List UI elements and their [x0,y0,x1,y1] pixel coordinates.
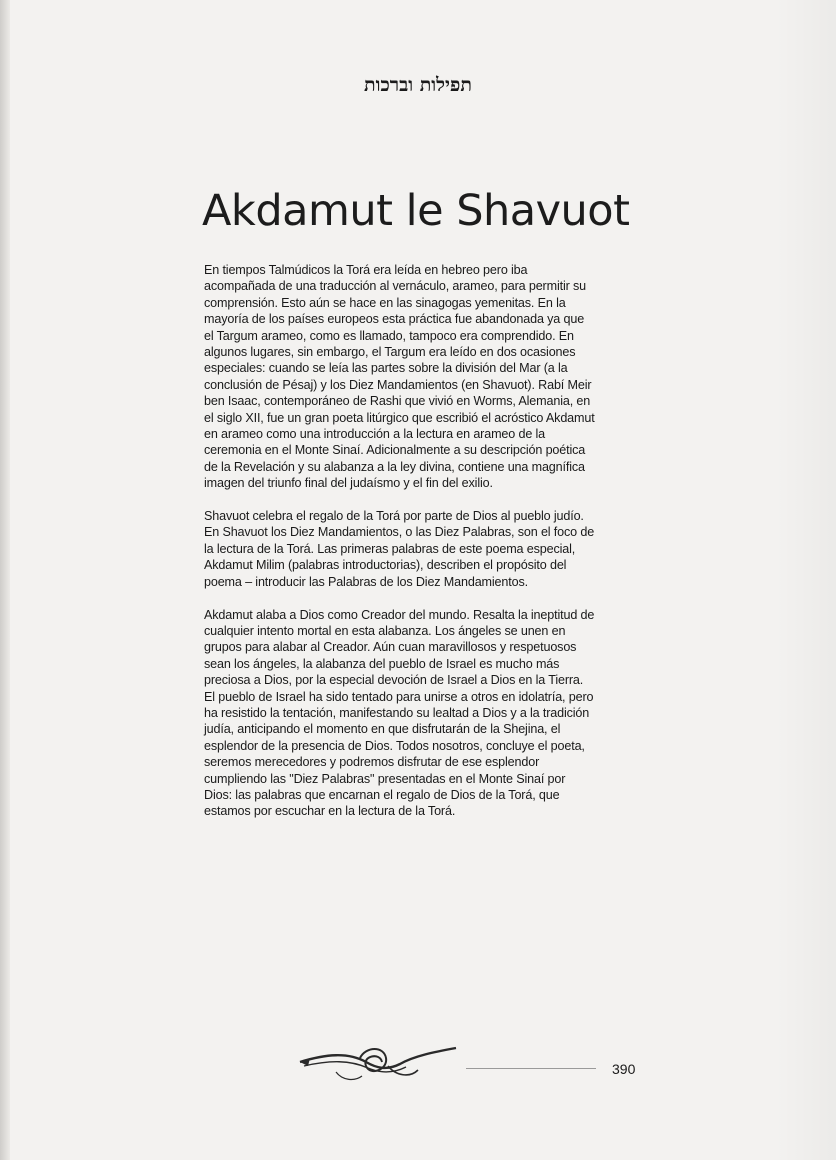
paragraph-shavuot: Shavuot celebra el regalo de la Torá por parte de Dios al pueblo judío. En Shavuot los Diez Mandamientos, o las Diez Palabras, son el foco de la lectura de la Torá. Las primeras palabras de este poema especial, Akdamut Milim (palabras introductorias), describen el propósito del poema – introducir las Palabras de los Diez Mandamientos. [204,509,595,589]
running-head: תפילות וברכות [364,74,472,96]
page-title: Akdamut le Shavuot [202,186,630,236]
page-bleed-shadow [775,0,836,1160]
page-number: 390 [612,1061,636,1077]
paragraph-intro: En tiempos Talmúdicos la Torá era leída en hebreo pero iba acompañada de una traducción al vernáculo, arameo, para permitir su comprensión. Esto aún se hace en las sinagogas yemenitas. En la mayoría de los países europeos esta práctica fue abandonada ya que el Targum arameo, como es llamado, tampoco era comprendido. En algunos lugares, sin embargo, el Targum era leído en dos ocasiones especiales: cuando se leía las partes sobre la división del Mar (a la conclusión de Pésaj) y los Diez Mandamientos (en Shavuot). Rabí Meir ben Isaac, contemporáneo de Rashi que vivió en Worms, Alemania, en el siglo XII, fue un gran poeta litúrgico que escribió el acróstico Akdamut en arameo como una introducción a la lectura en arameo de la ceremonia en el Monte Sinaí. Adicionalmente a su descripción poética de la Revelación y su alabanza a la ley divina, contiene una magnífica imagen del triunfo final del judaísmo y el fin del exilio. [204,263,595,491]
page-edge [0,0,10,1160]
article-body [204,262,596,836]
decorative-flourish-icon [296,1040,460,1090]
footer-rule [466,1068,596,1069]
paragraph-akdamut: Akdamut alaba a Dios como Creador del mundo. Resalta la ineptitud de cualquier intento mortal en esta alabanza. Los ángeles se unen en grupos para alabar al Creador. Aún cuan maravillosos y respetuosos sean los ángeles, la alabanza del pueblo de Israel es mucho más preciosa a Dios, por la especial devoción de Israel a Dios en la Tierra. El pueblo de Israel ha sido tentado para unirse a otros en idolatría, pero ha resistido la tentación, manifestando su lealtad a Dios y a la tradición judía, anticipando el momento en que disfrutarán de la Shejina, el esplendor de la presencia de Dios. Todos nosotros, concluye el poeta, seremos merecedores y podremos disfrutar de ese esplendor cumpliendo las "Diez Palabras" presentadas en el Monte Sinaí por Dios: las palabras que encarnan el regalo de Dios de la Torá, que estamos por escuchar en la lectura de la Torá. [204,607,595,819]
